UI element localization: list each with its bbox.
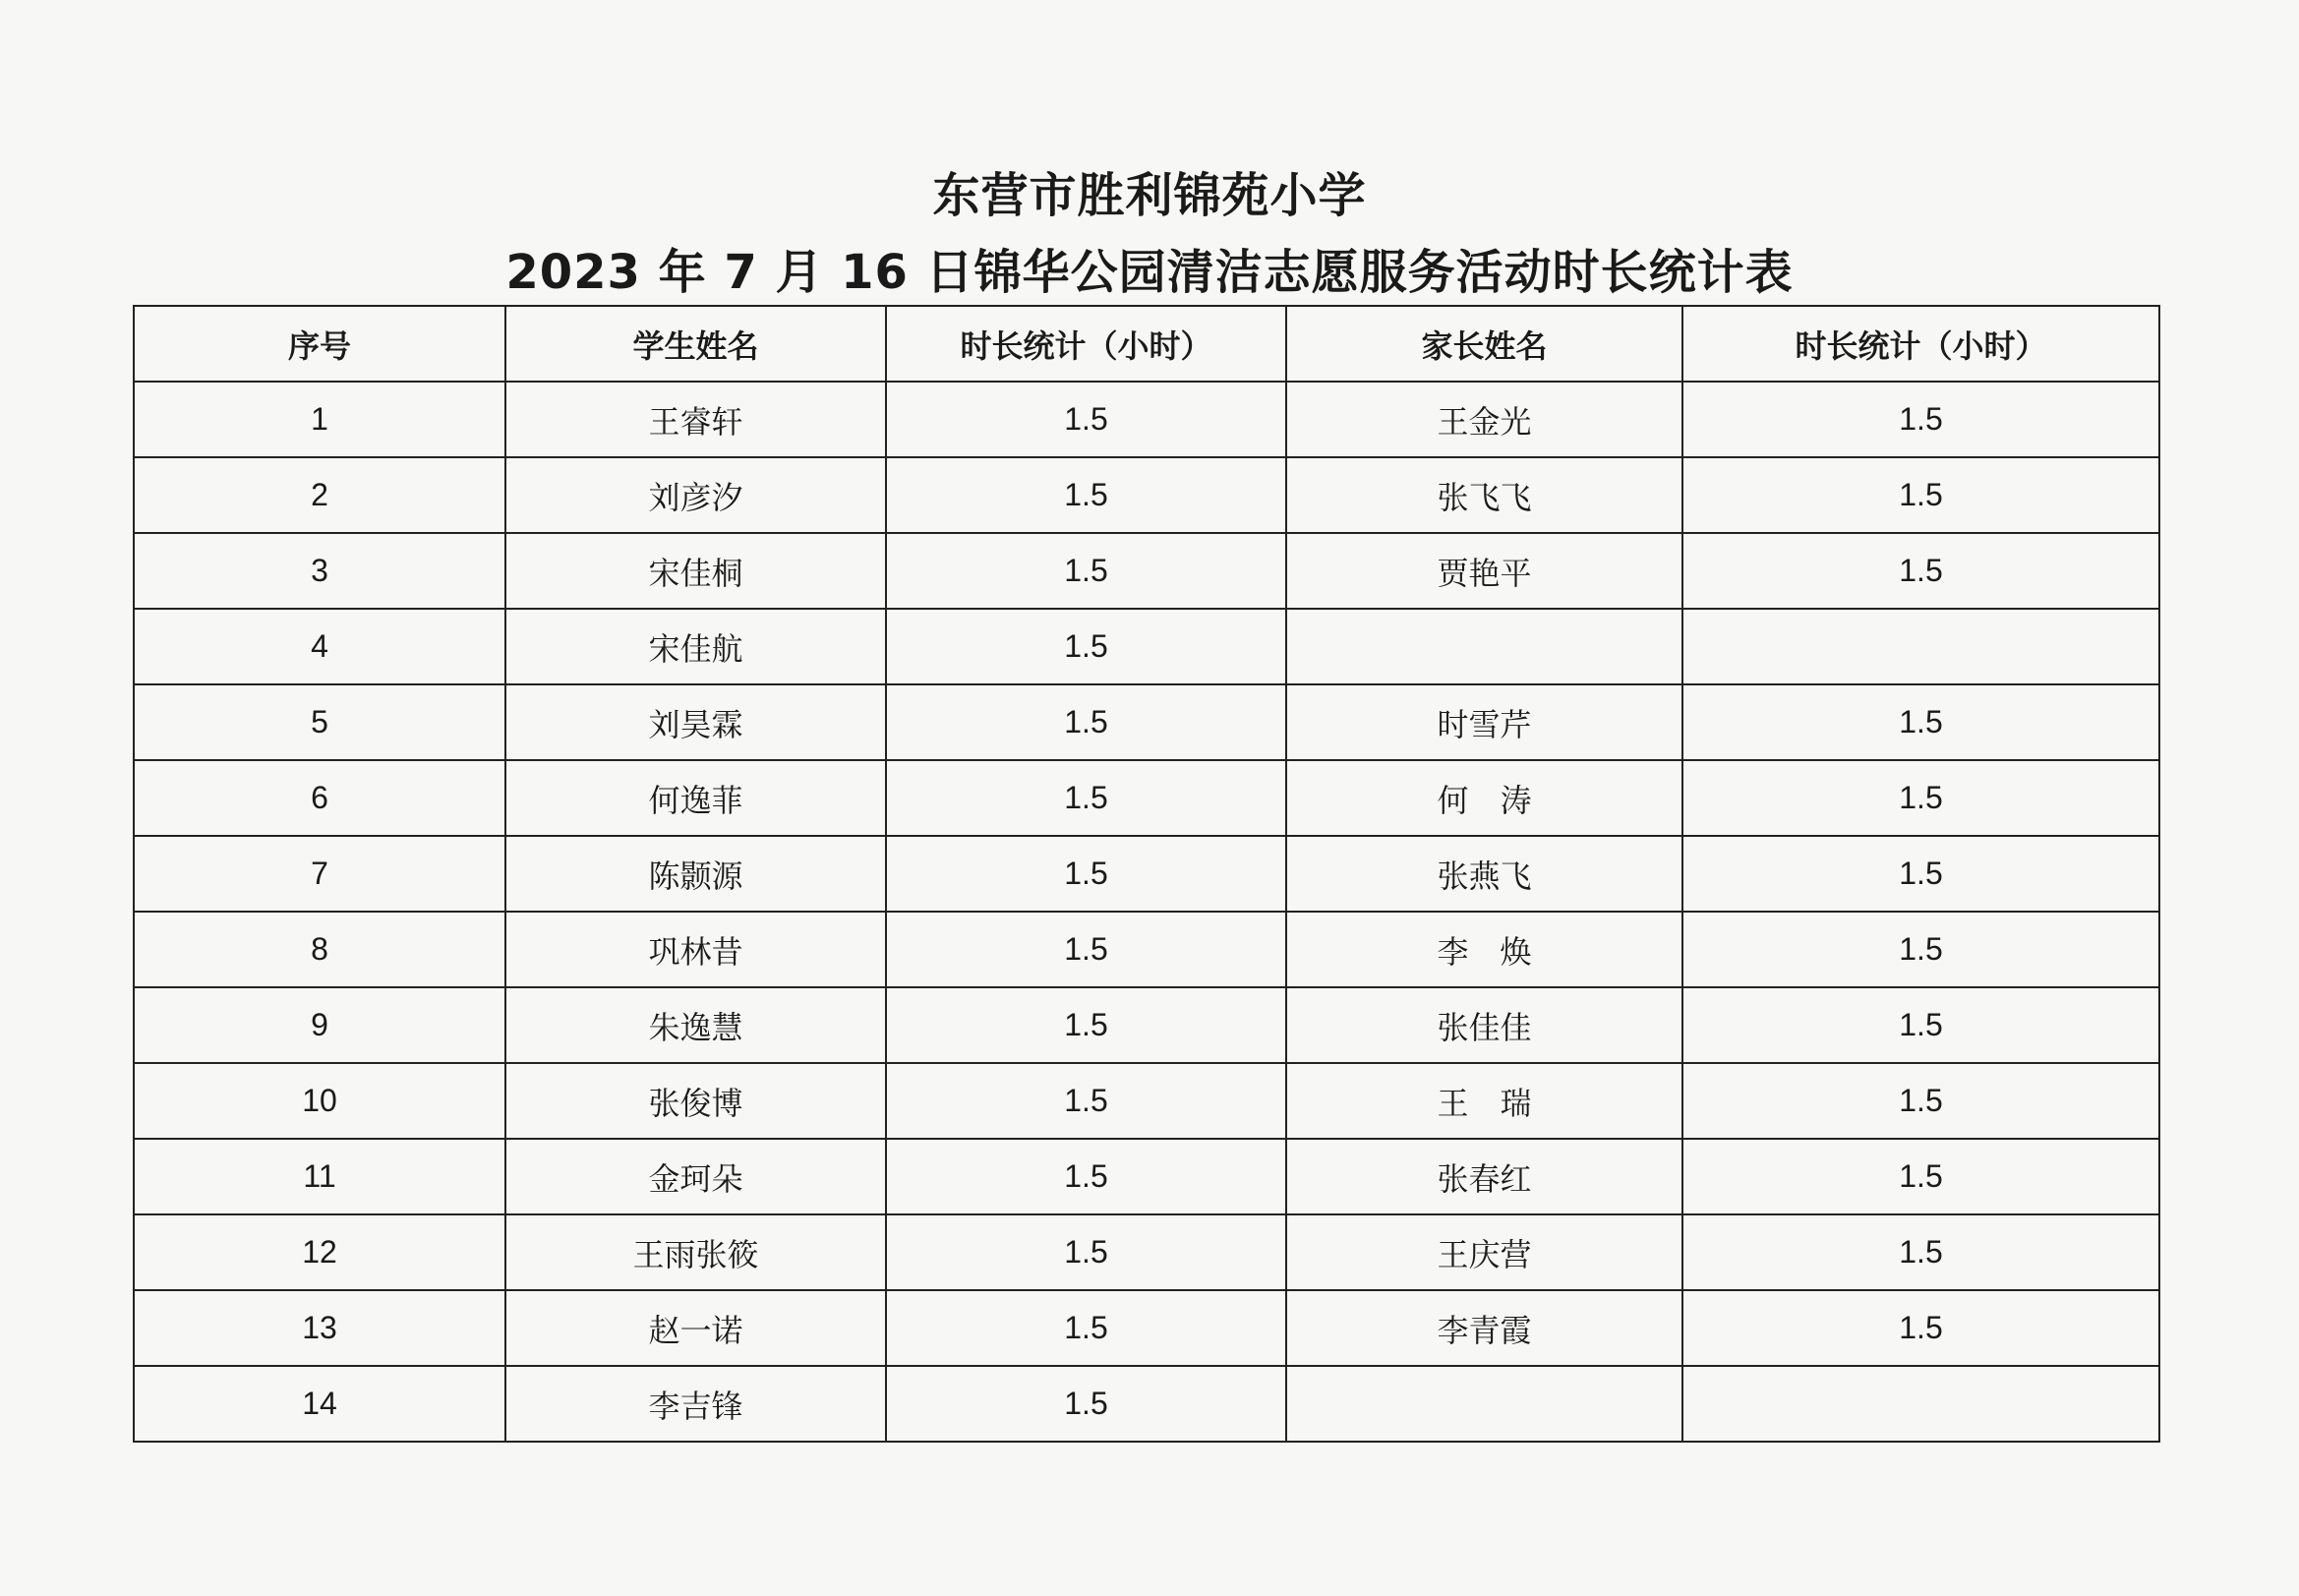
cell-student-hours: 1.5	[886, 1139, 1286, 1214]
table-row	[134, 1063, 2159, 1139]
cell-serial-number: 5	[134, 684, 505, 760]
cell-student-name: 宋佳桐	[505, 533, 886, 609]
cell-parent-hours: 1.5	[1682, 684, 2159, 760]
cell-student-hours: 1.5	[886, 1290, 1286, 1366]
cell-student-hours: 1.5	[886, 533, 1286, 609]
cell-student-name: 王睿轩	[505, 382, 886, 457]
table-row	[134, 836, 2159, 912]
cell-parent-hours: 1.5	[1682, 1214, 2159, 1290]
table-row	[134, 760, 2159, 836]
cell-serial-number: 9	[134, 987, 505, 1063]
table-header-row	[134, 306, 2159, 382]
table-row	[134, 382, 2159, 457]
cell-student-name: 金珂朵	[505, 1139, 886, 1214]
table-row	[134, 912, 2159, 987]
cell-parent-name: 贾艳平	[1286, 533, 1682, 609]
cell-student-name: 朱逸慧	[505, 987, 886, 1063]
cell-parent-hours: 1.5	[1682, 1063, 2159, 1139]
cell-student-name: 陈颢源	[505, 836, 886, 912]
cell-parent-hours: 1.5	[1682, 382, 2159, 457]
cell-parent-hours: 1.5	[1682, 533, 2159, 609]
cell-parent-name: 王金光	[1286, 382, 1682, 457]
document-title-school: 东营市胜利锦苑小学	[932, 168, 1367, 223]
volunteer-hours-table	[133, 305, 2160, 1443]
document-title-activity: 2023 年 7 月 16 日锦华公园清洁志愿服务活动时长统计表	[505, 245, 1794, 300]
cell-student-hours: 1.5	[886, 457, 1286, 533]
header-student-name: 学生姓名	[505, 306, 886, 382]
cell-parent-name: 张燕飞	[1286, 836, 1682, 912]
header-parent-name: 家长姓名	[1286, 306, 1682, 382]
cell-parent-hours: 1.5	[1682, 457, 2159, 533]
cell-parent-hours	[1682, 1366, 2159, 1442]
cell-serial-number: 12	[134, 1214, 505, 1290]
header-student-hours: 时长统计（小时）	[886, 306, 1286, 382]
cell-student-hours: 1.5	[886, 1063, 1286, 1139]
cell-student-name: 张俊博	[505, 1063, 886, 1139]
cell-student-hours: 1.5	[886, 987, 1286, 1063]
table-row	[134, 1290, 2159, 1366]
table-row	[134, 987, 2159, 1063]
table-row	[134, 457, 2159, 533]
cell-parent-name: 王庆营	[1286, 1214, 1682, 1290]
cell-student-name: 巩林昔	[505, 912, 886, 987]
table-row	[134, 684, 2159, 760]
table-row	[134, 533, 2159, 609]
cell-serial-number: 7	[134, 836, 505, 912]
cell-serial-number: 6	[134, 760, 505, 836]
cell-parent-hours: 1.5	[1682, 987, 2159, 1063]
cell-parent-name: 何 涛	[1286, 760, 1682, 836]
cell-parent-hours: 1.5	[1682, 912, 2159, 987]
cell-parent-name: 张春红	[1286, 1139, 1682, 1214]
cell-serial-number: 4	[134, 609, 505, 684]
cell-serial-number: 11	[134, 1139, 505, 1214]
cell-serial-number: 13	[134, 1290, 505, 1366]
cell-parent-hours: 1.5	[1682, 1139, 2159, 1214]
cell-parent-name: 张飞飞	[1286, 457, 1682, 533]
cell-student-name: 李吉锋	[505, 1366, 886, 1442]
cell-student-name: 何逸菲	[505, 760, 886, 836]
cell-student-name: 宋佳航	[505, 609, 886, 684]
cell-parent-name: 李 焕	[1286, 912, 1682, 987]
table-row	[134, 609, 2159, 684]
cell-student-name: 刘昊霖	[505, 684, 886, 760]
cell-student-name: 王雨张筱	[505, 1214, 886, 1290]
cell-parent-name	[1286, 609, 1682, 684]
cell-student-hours: 1.5	[886, 836, 1286, 912]
header-serial-number: 序号	[134, 306, 505, 382]
table-body	[134, 382, 2159, 1442]
cell-parent-name: 张佳佳	[1286, 987, 1682, 1063]
cell-serial-number: 2	[134, 457, 505, 533]
cell-parent-hours	[1682, 609, 2159, 684]
cell-student-hours: 1.5	[886, 382, 1286, 457]
cell-serial-number: 10	[134, 1063, 505, 1139]
table-row	[134, 1139, 2159, 1214]
cell-student-hours: 1.5	[886, 1214, 1286, 1290]
cell-student-name: 刘彦汐	[505, 457, 886, 533]
cell-serial-number: 1	[134, 382, 505, 457]
cell-student-hours: 1.5	[886, 684, 1286, 760]
cell-student-hours: 1.5	[886, 912, 1286, 987]
cell-serial-number: 8	[134, 912, 505, 987]
cell-student-hours: 1.5	[886, 609, 1286, 684]
header-parent-hours: 时长统计（小时）	[1682, 306, 2159, 382]
cell-serial-number: 14	[134, 1366, 505, 1442]
cell-parent-hours: 1.5	[1682, 760, 2159, 836]
cell-parent-name: 李青霞	[1286, 1290, 1682, 1366]
cell-parent-hours: 1.5	[1682, 836, 2159, 912]
cell-parent-name: 时雪芹	[1286, 684, 1682, 760]
cell-student-hours: 1.5	[886, 1366, 1286, 1442]
cell-serial-number: 3	[134, 533, 505, 609]
table-row	[134, 1366, 2159, 1442]
cell-parent-name: 王 瑞	[1286, 1063, 1682, 1139]
table-row	[134, 1214, 2159, 1290]
cell-student-name: 赵一诺	[505, 1290, 886, 1366]
cell-parent-name	[1286, 1366, 1682, 1442]
cell-parent-hours: 1.5	[1682, 1290, 2159, 1366]
cell-student-hours: 1.5	[886, 760, 1286, 836]
